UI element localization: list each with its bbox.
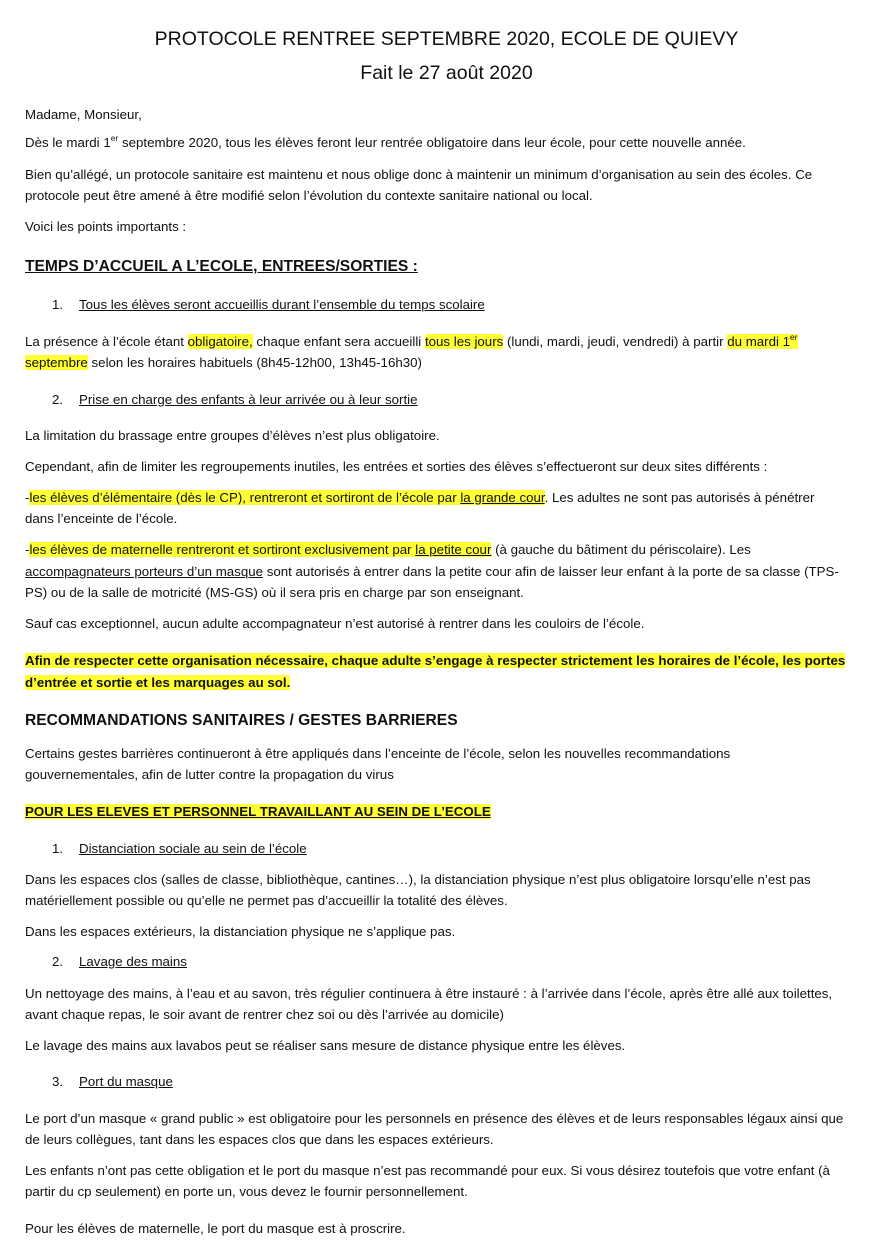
limitation-paragraph: La limitation du brassage entre groupes d’élèves n’est plus obligatoire.: [25, 428, 440, 443]
masque-line-1: Le port d’un masque « grand public » est obligatoire pour les personnels en présence des élèves et de leurs responsables légaux ainsi que: [25, 1111, 844, 1126]
document-title: PROTOCOLE RENTREE SEPTEMBRE 2020, ECOLE DE QUIEVY: [154, 28, 739, 50]
document-date: Fait le 27 août 2020: [360, 62, 533, 84]
elementaire-line-2: dans l’enceinte de l’école.: [25, 511, 178, 526]
enfants-line-2: partir du cp seulement) en porte un, vous devez le fournir personnellement.: [25, 1184, 468, 1199]
intro-paragraph-1: Dès le mardi 1er septembre 2020, tous les élèves feront leur rentrée obligatoire dans leur école, pour cette nouvelle année.: [25, 133, 746, 150]
list-item-sanitaire-1: 1. Distanciation sociale au sein de l’école: [52, 841, 307, 856]
sauf-paragraph: Sauf cas exceptionnel, aucun adulte accompagnateur n’est autorisé à rentrer dans les couloirs de l’école.: [25, 616, 645, 631]
section-heading-recommandations: RECOMMANDATIONS SANITAIRES / GESTES BARRIERES: [25, 712, 458, 729]
bold-notice-line-1: Afin de respecter cette organisation nécessaire, chaque adulte s’engage à respecter strictement les horaires de l’école, les portes: [25, 653, 846, 668]
list-item-accueil-2: 2. Prise en charge des enfants à leur arrivée ou à leur sortie: [52, 392, 418, 407]
section-heading-accueil: TEMPS D’ACCUEIL A L’ECOLE, ENTREES/SORTIES :: [25, 258, 418, 275]
lavage-paragraph-2: Le lavage des mains aux lavabos peut se réaliser sans mesure de distance physique entre les élèves.: [25, 1038, 626, 1053]
presence-line-1: La présence à l’école étant obligatoire, chaque enfant sera accueilli tous les jours (lundi, mardi, jeudi, vendredi) à partir du mardi 1er: [25, 332, 798, 349]
intro-paragraph-2-line-1: Bien qu’allégé, un protocole sanitaire est maintenu et nous oblige donc à maintenir un minimum d’organisation au sein des écoles. Ce: [25, 167, 813, 182]
elementaire-line-1: -les élèves d’élémentaire (dès le CP), rentreront et sortiront de l’école par la grande cour. Les adultes ne sont pas autorisés à pénétrer: [25, 490, 815, 505]
enfants-line-1: Les enfants n’ont pas cette obligation et le port du masque n’est pas recommandé pour eux. Si vous désirez toutefois que votre enfant (à: [25, 1163, 830, 1178]
presence-line-2: septembre selon les horaires habituels (8h45-12h00, 13h45-16h30): [25, 355, 422, 370]
list-item-sanitaire-3: 3. Port du masque: [52, 1074, 173, 1089]
distanciation-line-1: Dans les espaces clos (salles de classe, bibliothèque, cantines…), la distanciation physique n’est plus obligatoire lorsqu’elle n’est pas: [25, 872, 811, 887]
lavage-line-2: avant chaque repas, le soir avant de rentrer chez soi ou dès l’arrivée au domicile): [25, 1007, 504, 1022]
distanciation-exterieur: Dans les espaces extérieurs, la distanciation physique ne s’applique pas.: [25, 924, 456, 939]
lavage-line-1: Un nettoyage des mains, à l’eau et au savon, très régulier continuera à être instauré : à l’arrivée dans l’école, après être allé aux toilettes,: [25, 986, 833, 1001]
bold-notice-line-2: d’entrée et sortie et les marquages au sol.: [25, 675, 291, 690]
recommandations-line-2: gouvernementales, afin de lutter contre la propagation du virus: [25, 767, 394, 782]
distanciation-line-2: matériellement possible ou qu’elle ne permet pas d’accueillir la totalité des élèves.: [25, 893, 508, 908]
maternelle-line-3: PS) ou de la salle de motricité (MS-GS) où il sera pris en charge par son enseignant.: [25, 585, 524, 600]
maternelle-masque: Pour les élèves de maternelle, le port du masque est à proscrire.: [25, 1221, 406, 1236]
cependant-paragraph: Cependant, afin de limiter les regroupements inutiles, les entrées et sorties des élèves s’effectueront sur deux sites différents :: [25, 459, 768, 474]
list-item-accueil-1: 1. Tous les élèves seront accueillis durant l’ensemble du temps scolaire: [52, 297, 485, 312]
masque-line-2: de leurs collègues, tant dans les espaces clos que dans les espaces extérieurs.: [25, 1132, 494, 1147]
intro-paragraph-3: Voici les points importants :: [25, 219, 187, 234]
sub-heading-eleves-personnel: POUR LES ELEVES ET PERSONNEL TRAVAILLANT AU SEIN DE L’ECOLE: [25, 804, 491, 819]
list-item-sanitaire-2: 2. Lavage des mains: [52, 954, 187, 969]
salutation: Madame, Monsieur,: [25, 107, 142, 122]
maternelle-line-2: accompagnateurs porteurs d’un masque sont autorisés à entrer dans la petite cour afin de laisser leur enfant à la porte de sa classe (TPS-: [25, 564, 839, 579]
recommandations-line-1: Certains gestes barrières continueront à être appliqués dans l’enceinte de l’école, selon les nouvelles recommandations: [25, 746, 731, 761]
maternelle-line-1: -les élèves de maternelle rentreront et sortiront exclusivement par la petite cour (à gauche du bâtiment du périscolaire). Les: [25, 542, 751, 557]
intro-paragraph-2-line-2: protocole peut être amené à être modifié selon l’évolution du contexte sanitaire national ou local.: [25, 188, 593, 203]
